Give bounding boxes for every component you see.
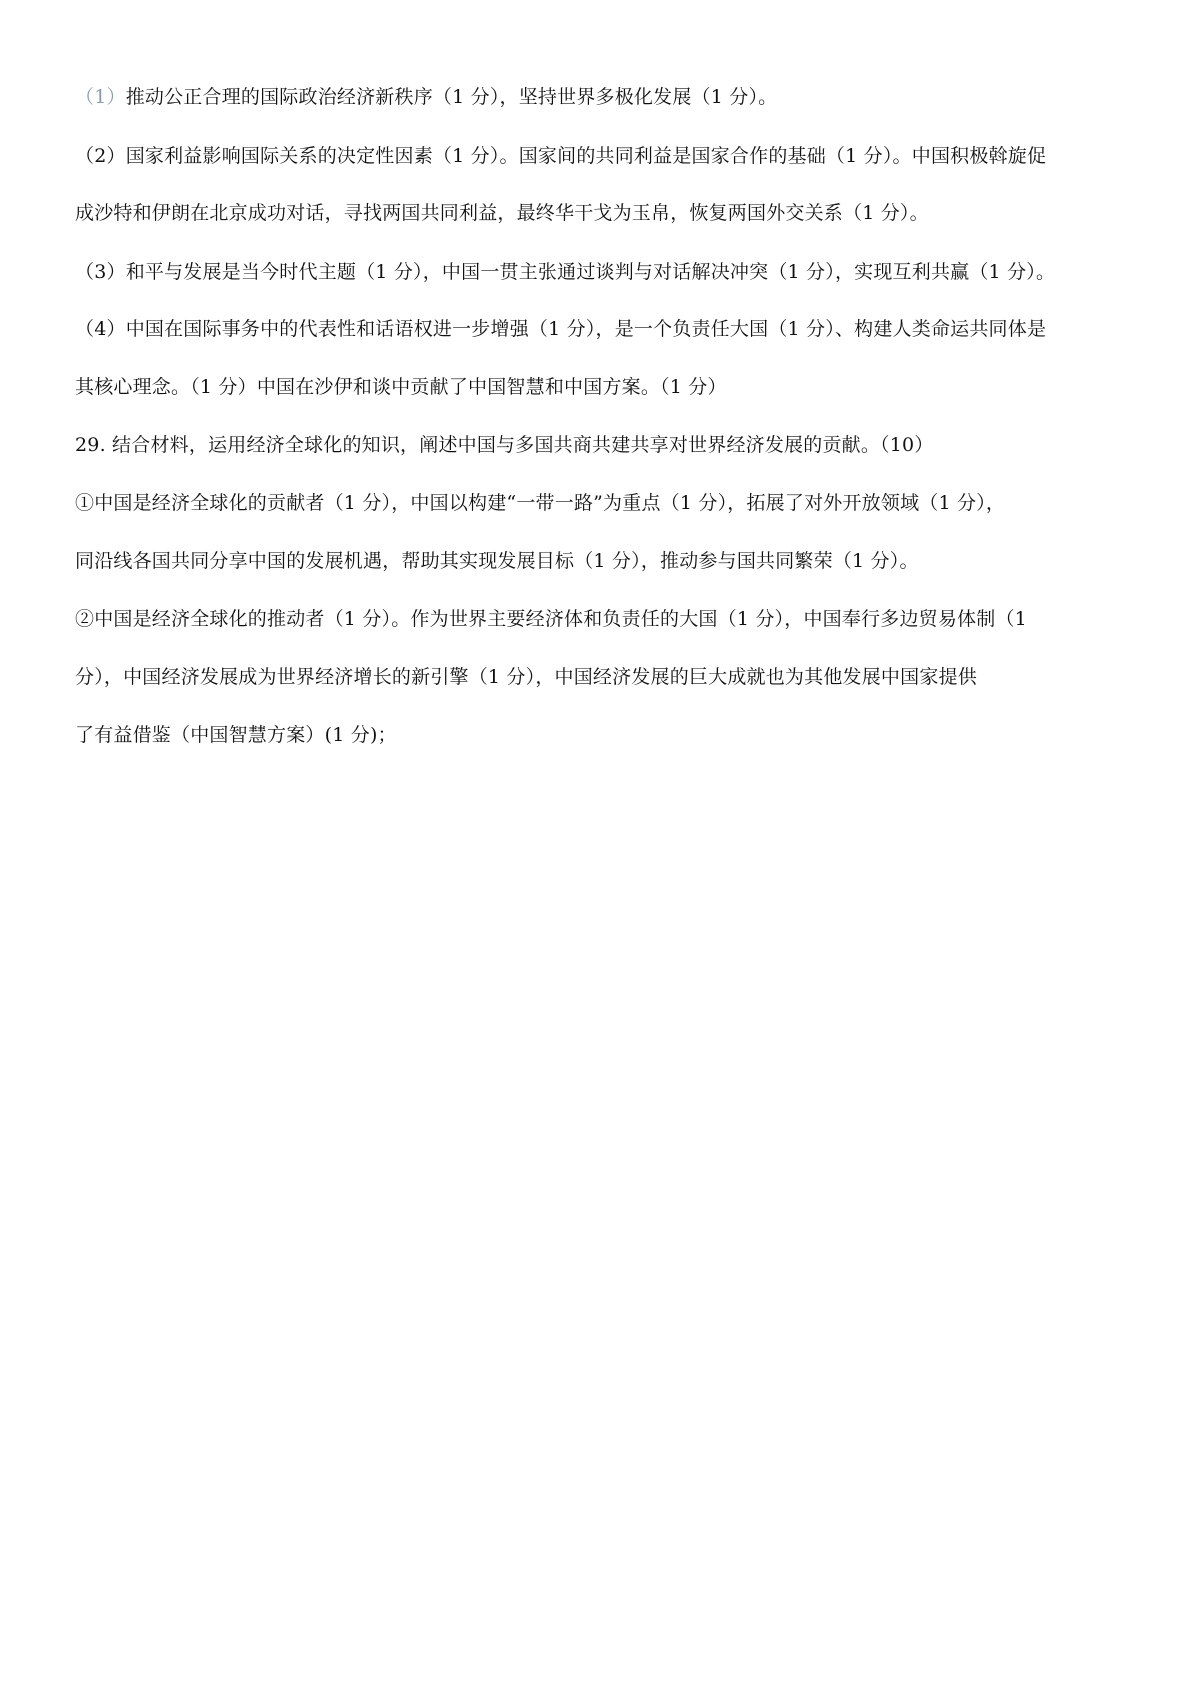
question-29-point-1-line-2: 同沿线各国共同分享中国的发展机遇，帮助其实现发展目标（1 分），推动参与国共同繁荣（1 分）。: [75, 550, 919, 572]
answer-item-1: [75, 84, 1135, 110]
answer-item-2-line-1: （2）国家利益影响国际关系的决定性因素（1 分）。国家间的共同利益是国家合作的基础（1 分）。中国积极斡旋促: [75, 145, 1047, 167]
question-29-point-2-line-2: 分），中国经济发展成为世界经济增长的新引擎（1 分），中国经济发展的巨大成就也为其他发展中国家提供: [75, 666, 977, 688]
question-29-point-1-line-1: ①中国是经济全球化的贡献者（1 分），中国以构建“一带一路”为重点（1 分），拓展了对外开放领域（1 分），: [75, 492, 1006, 514]
answer-item-4-line-2: 其核心理念。（1 分）中国在沙伊和谈中贡献了中国智慧和中国方案。（1 分）: [75, 376, 727, 398]
question-29-point-2-line-1: ②中国是经济全球化的推动者（1 分）。作为世界主要经济体和负责任的大国（1 分），中国奉行多边贸易体制（1: [75, 608, 1027, 630]
answer-item-3: （3）和平与发展是当今时代主题（1 分），中国一贯主张通过谈判与对话解决冲突（1 分），实现互利共赢（1 分）。: [75, 261, 1056, 283]
item-1-text: 推动公正合理的国际政治经济新秩序（1 分），坚持世界多极化发展（1 分）。: [125, 86, 778, 108]
item-1-marker: （1）: [75, 86, 126, 108]
question-29-point-2-line-3: 了有益借鉴（中国智慧方案）(1 分)；: [75, 724, 397, 746]
answer-item-4-line-1: （4）中国在国际事务中的代表性和话语权进一步增强（1 分），是一个负责任大国（1 分）、构建人类命运共同体是: [75, 318, 1047, 340]
answer-item-2-line-2: 成沙特和伊朗在北京成功对话，寻找两国共同利益，最终华干戈为玉帛，恢复两国外交关系（1 分）。: [75, 202, 929, 224]
question-29-prompt: 29. 结合材料，运用经济全球化的知识，阐述中国与多国共商共建共享对世界经济发展的贡献。（10）: [75, 434, 934, 456]
